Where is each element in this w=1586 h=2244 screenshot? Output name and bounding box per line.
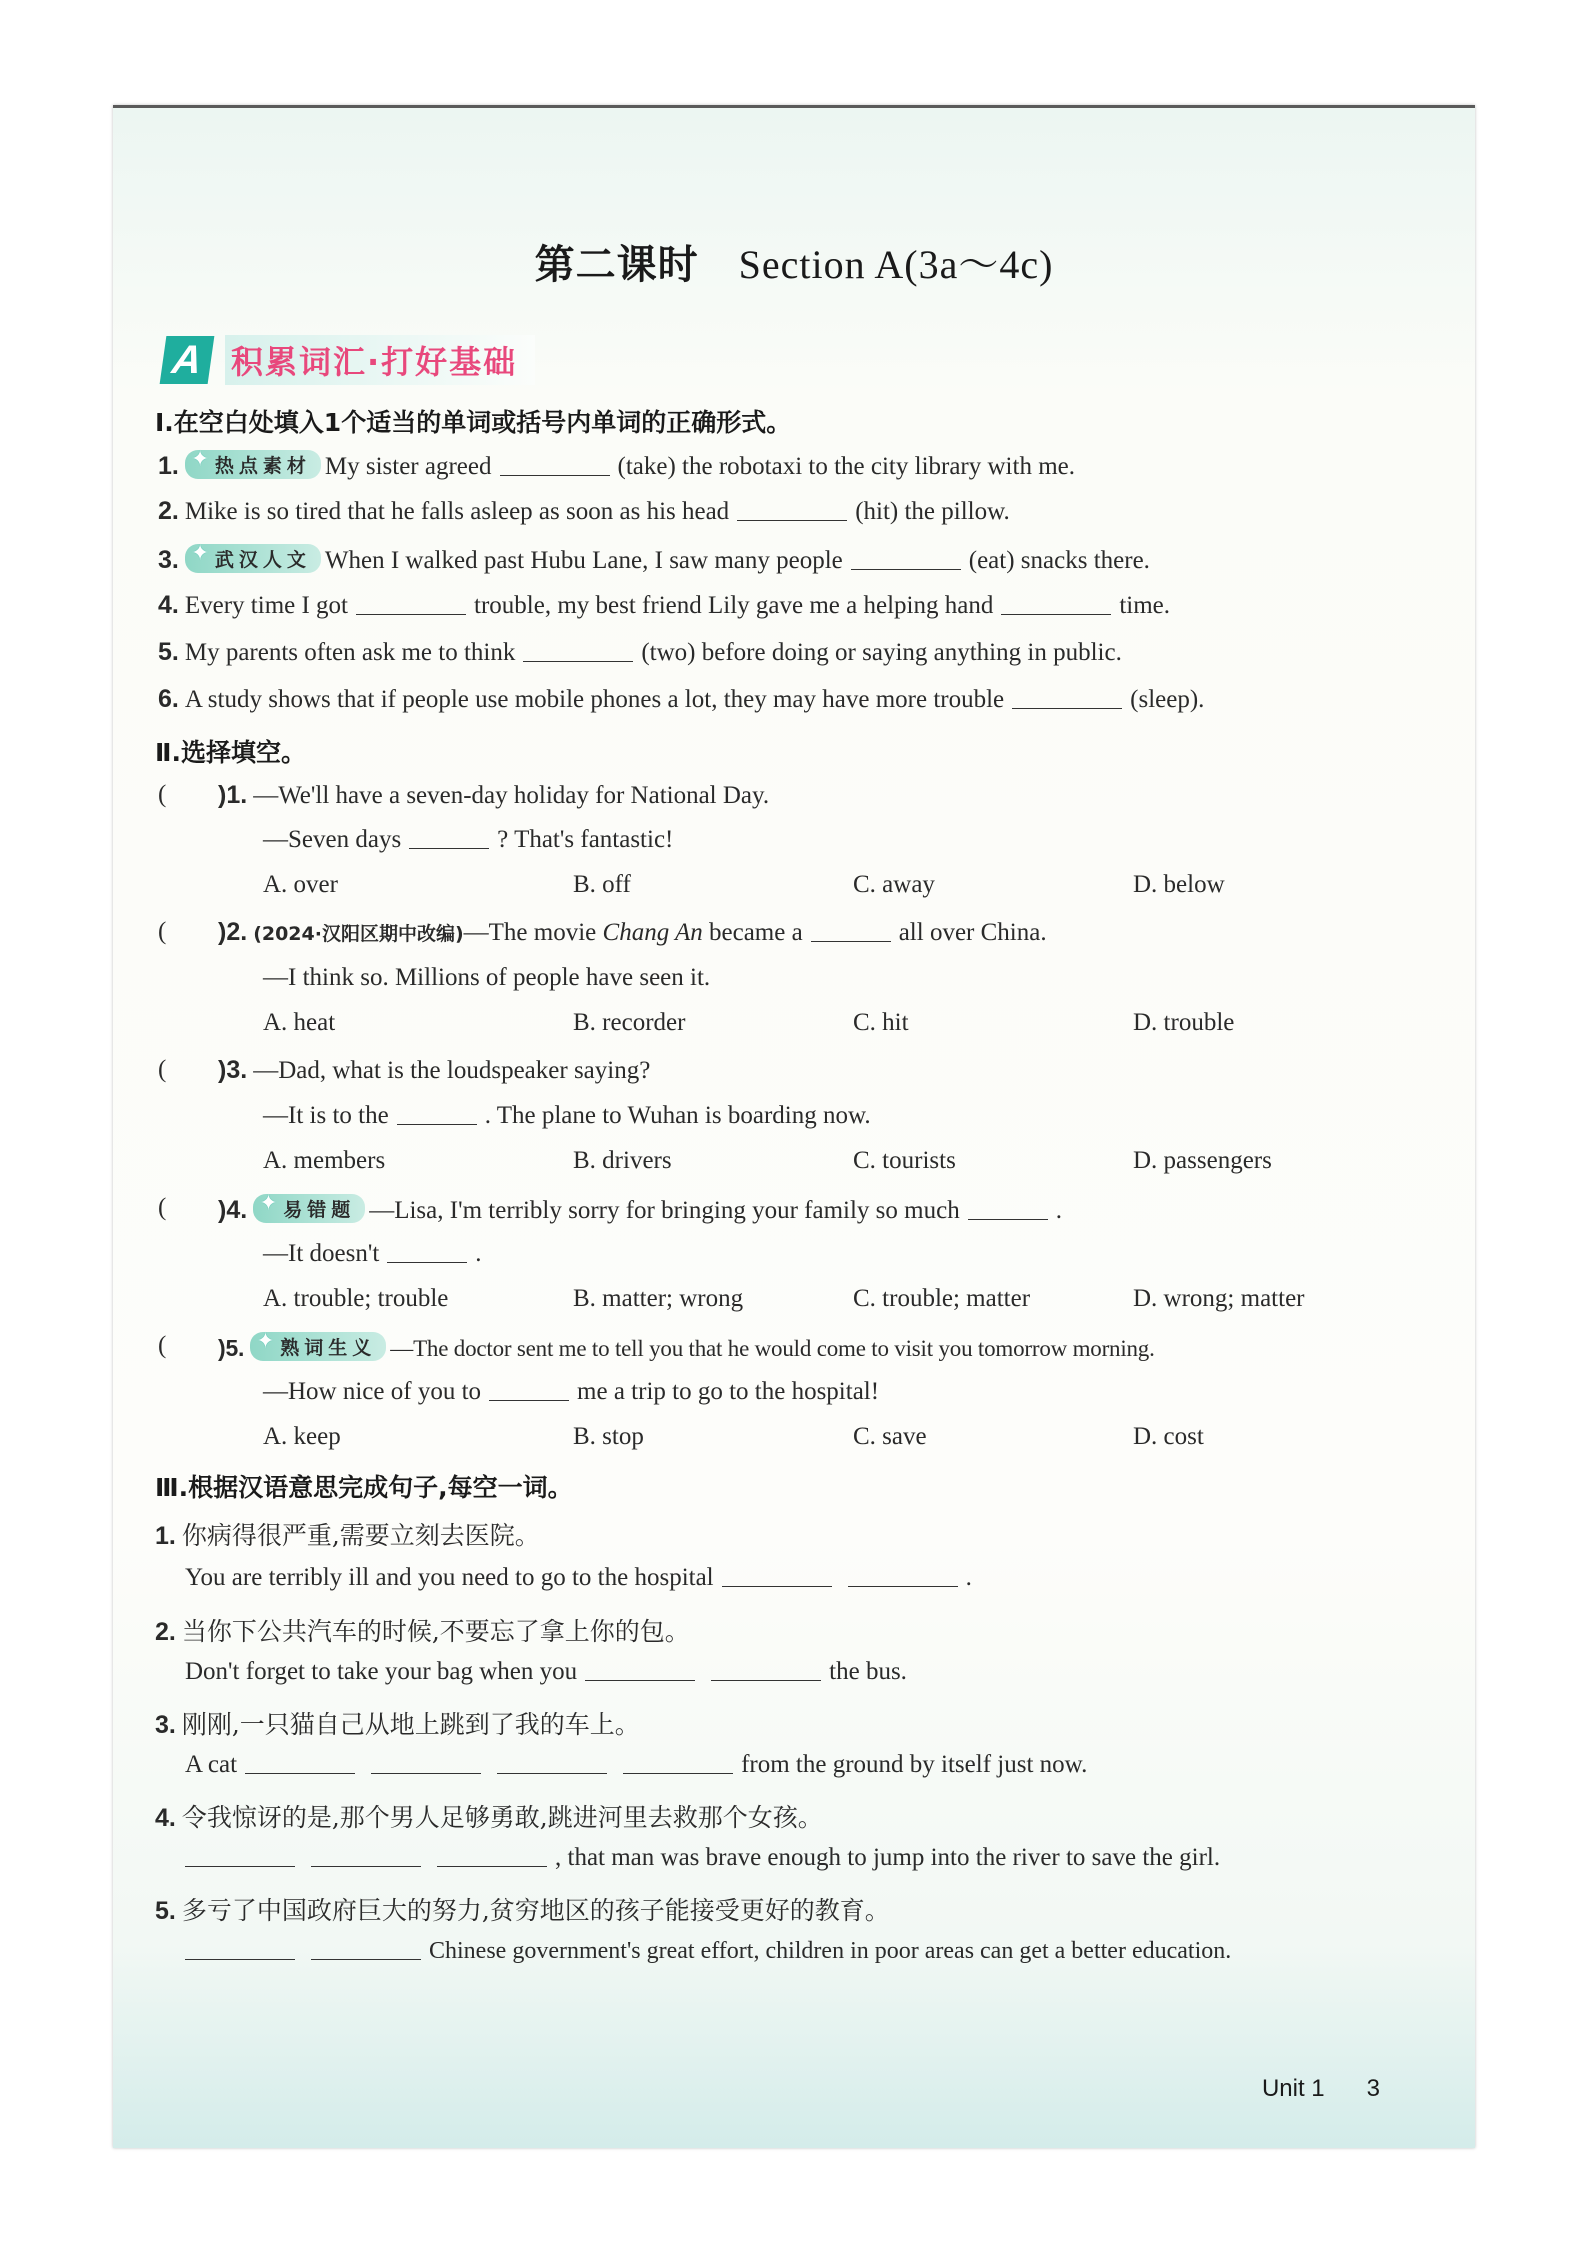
answer-paren[interactable]: (	[158, 781, 167, 808]
answer-blank[interactable]	[737, 498, 847, 521]
answer-blank[interactable]	[185, 1844, 295, 1867]
option-c[interactable]: C. trouble; matter	[853, 1285, 1031, 1312]
answer-blank[interactable]	[811, 919, 891, 942]
option-a[interactable]: A. heat	[263, 1009, 336, 1036]
title-chinese: 第二课时	[534, 241, 699, 288]
part3-heading: Ⅲ.根据汉语意思完成句子,每空一词。	[155, 1473, 573, 1502]
star-icon: ✦	[190, 447, 215, 472]
answer-blank[interactable]	[623, 1751, 733, 1774]
answer-blank[interactable]	[711, 1658, 821, 1681]
answer-paren[interactable]: (	[158, 1332, 167, 1359]
mc-question-4: )4. ✦ 易错题 —Lisa, I'm terribly sorry for bringing your family so much .	[218, 1191, 1062, 1224]
mc-question-1: )1. —We'll have a seven-day holiday for National Day.	[218, 781, 770, 809]
answer-blank[interactable]	[1001, 592, 1111, 615]
option-b[interactable]: B. off	[573, 871, 631, 898]
option-c[interactable]: C. hit	[853, 1009, 909, 1036]
answer-blank[interactable]	[245, 1751, 355, 1774]
part3-item-5-english: Chinese government's great effort, children in poor areas can get a better education.	[177, 1937, 1231, 1965]
answer-blank[interactable]	[356, 592, 466, 615]
answer-blank[interactable]	[311, 1937, 421, 1960]
wuhan-culture-tag: ✦ 武汉人文	[185, 544, 321, 573]
star-icon: ✦	[259, 1191, 283, 1216]
worksheet-page	[113, 105, 1475, 2148]
option-a[interactable]: A. members	[263, 1147, 386, 1174]
mc-question-2: )2. (2024·汉阳区期中改编)—The movie Chang An became a all over China.	[218, 918, 1047, 946]
mc-question-4-reply: —It doesn't .	[263, 1240, 482, 1267]
part1-item-2: 2. Mike is so tired that he falls asleep as soon as his head (hit) the pillow.	[158, 497, 1010, 525]
part3-item-2-chinese: 2. 当你下公共汽车的时候,不要忘了拿上你的包。	[155, 1617, 690, 1646]
answer-blank[interactable]	[497, 1751, 607, 1774]
option-b[interactable]: B. matter; wrong	[573, 1285, 744, 1312]
star-icon: ✦	[256, 1329, 280, 1354]
option-a[interactable]: A. trouble; trouble	[263, 1285, 449, 1312]
option-d[interactable]: D. trouble	[1133, 1009, 1235, 1036]
unit-label: Unit 1	[1261, 2075, 1325, 2102]
option-c[interactable]: C. away	[853, 871, 935, 898]
answer-blank[interactable]	[185, 1937, 295, 1960]
answer-blank[interactable]	[409, 826, 489, 849]
answer-blank[interactable]	[722, 1564, 832, 1587]
part2-heading: Ⅱ.选择填空。	[155, 738, 306, 767]
option-a[interactable]: A. over	[263, 871, 338, 898]
answer-blank[interactable]	[851, 547, 961, 570]
section-title: 积累词汇·打好基础	[225, 335, 535, 385]
option-c[interactable]: C. tourists	[853, 1147, 956, 1174]
option-b[interactable]: B. drivers	[573, 1147, 672, 1174]
part1-heading: Ⅰ.在空白处填入1个适当的单词或括号内单词的正确形式。	[155, 408, 792, 437]
answer-paren[interactable]: (	[158, 1194, 167, 1221]
page-footer	[1262, 2075, 1380, 2103]
part3-item-5-chinese: 5. 多亏了中国政府巨大的努力,贫穷地区的孩子能接受更好的教育。	[155, 1896, 890, 1925]
mc-question-5-reply: —How nice of you to me a trip to go to the hospital!	[263, 1378, 880, 1405]
answer-paren[interactable]: (	[158, 1056, 167, 1083]
answer-blank[interactable]	[1012, 686, 1122, 709]
part1-item-5: 5. My parents often ask me to think (two) before doing or saying anything in public.	[158, 638, 1122, 666]
source-note: (2024·汉阳区期中改编)	[253, 923, 464, 945]
answer-blank[interactable]	[437, 1844, 547, 1867]
part1-item-6: 6. A study shows that if people use mobile phones a lot, they may have more trouble (sleep).	[158, 685, 1205, 713]
option-a[interactable]: A. keep	[263, 1423, 341, 1450]
error-prone-tag: ✦ 易错题	[253, 1194, 365, 1223]
mc-question-5: )5. ✦ 熟词生义 —The doctor sent me to tell you that he would come to visit you tomorrow morning.	[218, 1329, 1155, 1361]
option-d[interactable]: D. cost	[1133, 1423, 1204, 1450]
part3-item-2-english: Don't forget to take your bag when you the bus.	[185, 1658, 907, 1685]
familiar-word-new-meaning-tag: ✦ 熟词生义	[250, 1332, 386, 1361]
part3-item-1-english: You are terribly ill and you need to go to the hospital .	[185, 1564, 972, 1591]
hot-material-tag: ✦ 热点素材	[185, 450, 321, 479]
section-letter-badge: A	[160, 336, 215, 384]
title-english: Section A(3a～4c)	[738, 242, 1054, 287]
answer-paren[interactable]: (	[158, 918, 167, 945]
answer-blank[interactable]	[311, 1844, 421, 1867]
page-title	[113, 233, 1475, 290]
section-header	[163, 333, 535, 387]
part3-item-4-chinese: 4. 令我惊讶的是,那个男人足够勇敢,跳进河里去救那个女孩。	[155, 1803, 823, 1832]
option-b[interactable]: B. stop	[573, 1423, 644, 1450]
part1-item-4: 4. Every time I got trouble, my best friend Lily gave me a helping hand time.	[158, 591, 1171, 619]
answer-blank[interactable]	[397, 1102, 477, 1125]
part3-item-4-english: , that man was brave enough to jump into the river to save the girl.	[177, 1844, 1220, 1872]
answer-blank[interactable]	[848, 1564, 958, 1587]
answer-blank[interactable]	[371, 1751, 481, 1774]
part1-item-3: 3. ✦ 武汉人文 When I walked past Hubu Lane, I saw many people (eat) snacks there.	[158, 541, 1150, 574]
option-d[interactable]: D. wrong; matter	[1133, 1285, 1305, 1312]
answer-blank[interactable]	[500, 453, 610, 476]
mc-question-3: )3. —Dad, what is the loudspeaker saying?	[218, 1056, 651, 1084]
part3-item-3-chinese: 3. 刚刚,一只猫自己从地上跳到了我的车上。	[155, 1710, 640, 1739]
option-d[interactable]: D. passengers	[1133, 1147, 1272, 1174]
option-b[interactable]: B. recorder	[573, 1009, 686, 1036]
mc-question-3-reply: —It is to the . The plane to Wuhan is boarding now.	[263, 1102, 871, 1129]
star-icon: ✦	[190, 541, 215, 566]
part3-item-3-english: A cat from the ground by itself just now.	[185, 1751, 1088, 1778]
mc-question-1-reply: —Seven days ? That's fantastic!	[263, 826, 674, 853]
part3-item-1-chinese: 1. 你病得很严重,需要立刻去医院。	[155, 1521, 540, 1550]
answer-blank[interactable]	[968, 1197, 1048, 1220]
mc-question-2-reply: —I think so. Millions of people have seen it.	[263, 964, 711, 991]
option-c[interactable]: C. save	[853, 1423, 927, 1450]
part1-item-1: 1. ✦ 热点素材 My sister agreed (take) the robotaxi to the city library with me.	[158, 447, 1075, 480]
answer-blank[interactable]	[387, 1240, 467, 1263]
answer-blank[interactable]	[489, 1378, 569, 1401]
option-d[interactable]: D. below	[1133, 871, 1225, 898]
answer-blank[interactable]	[523, 639, 633, 662]
page-number: 3	[1366, 2075, 1380, 2102]
answer-blank[interactable]	[585, 1658, 695, 1681]
